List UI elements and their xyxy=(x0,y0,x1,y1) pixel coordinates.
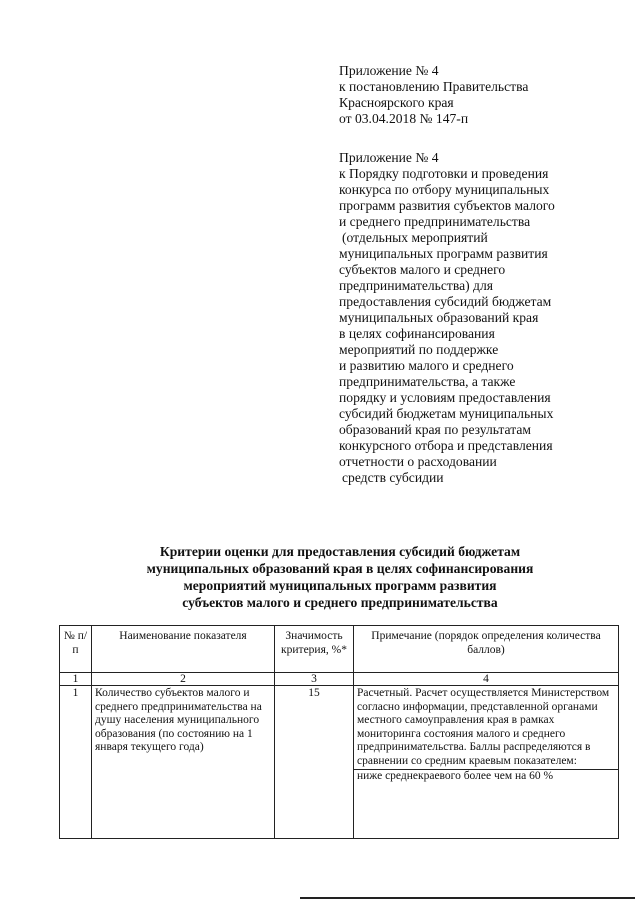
header-name: Наименование показателя xyxy=(92,626,275,673)
appendix-line: субъектов малого и среднего xyxy=(339,262,506,277)
appendix-line: предпринимательства, а также xyxy=(339,374,516,389)
row-note-cell xyxy=(354,686,619,839)
header-num: № п/п xyxy=(60,626,92,673)
table-header-row xyxy=(60,626,619,673)
appendix-line: конкурса по отбору муниципальных xyxy=(339,182,550,197)
appendix-line: мероприятий по поддержке xyxy=(339,342,499,357)
appendix-line: порядку и условиям предоставления xyxy=(339,390,551,405)
column-number: 3 xyxy=(275,673,354,686)
column-number-row xyxy=(60,673,619,686)
header-note: Примечание (порядок определения количества баллов) xyxy=(354,626,619,673)
appendix-line: средств субсидии xyxy=(342,470,444,485)
header-weight: Значимость критерия, %* xyxy=(275,626,354,673)
appendix-line: муниципальных программ развития xyxy=(339,246,548,261)
document-title xyxy=(60,543,620,611)
appendix-line: к Порядку подготовки и проведения xyxy=(339,166,549,181)
appendix-line: к постановлению Правительства xyxy=(339,79,529,94)
appendix-line: муниципальных образований края xyxy=(339,310,539,325)
appendix-line: конкурсного отбора и представления xyxy=(339,438,553,453)
appendix-line: и среднего предпринимательства xyxy=(339,214,531,229)
title-line: Критерии оценки для предоставления субсидий бюджетам xyxy=(159,544,521,559)
appendix-government-resolution xyxy=(339,63,609,127)
title-line: субъектов малого и среднего предпринимательства xyxy=(182,595,498,610)
appendix-line: отчетности о расходовании xyxy=(339,454,497,469)
title-line: муниципальных образований края в целях софинансирования xyxy=(146,561,534,576)
footer-rule xyxy=(300,897,635,899)
appendix-line: от 03.04.2018 № 147-п xyxy=(339,111,469,126)
appendix-line: субсидий бюджетам муниципальных xyxy=(339,406,554,421)
column-number: 2 xyxy=(92,673,275,686)
row-weight: 15 xyxy=(275,686,354,839)
row-name: Количество субъектов малого и среднего предпринимательства на душу населения муниципального образования (по состоянию на 1 января текущего года) xyxy=(92,686,275,839)
appendix-line: программ развития субъектов малого xyxy=(339,198,555,213)
column-number: 4 xyxy=(354,673,619,686)
appendix-line: Красноярского края xyxy=(339,95,454,110)
title-line: мероприятий муниципальных программ развития xyxy=(183,578,497,593)
appendix-line: предпринимательства) для xyxy=(339,278,494,293)
criteria-table xyxy=(59,625,619,839)
appendix-contest-order xyxy=(339,150,609,486)
row-note: Расчетный. Расчет осуществляется Министерством согласно информации, представленной органами местного самоуправления края в рамках мониторинга состояния малого и среднего предпринимательства. Баллы распределяются в сравнении со средним краевым показателем: xyxy=(357,687,610,767)
appendix-line: предоставления субсидий бюджетам xyxy=(339,294,552,309)
appendix-line: и развитию малого и среднего xyxy=(339,358,514,373)
appendix-line: в целях софинансирования xyxy=(339,326,495,341)
appendix-line: Приложение № 4 xyxy=(339,150,439,165)
appendix-line: образований края по результатам xyxy=(339,422,531,437)
table-row xyxy=(60,686,619,839)
row-note-last-line: ниже среднекраевого более чем на 60 % xyxy=(354,769,618,784)
row-num: 1 xyxy=(60,686,92,839)
appendix-line: Приложение № 4 xyxy=(339,63,439,78)
column-number: 1 xyxy=(60,673,92,686)
appendix-line: (отдельных мероприятий xyxy=(342,230,488,245)
